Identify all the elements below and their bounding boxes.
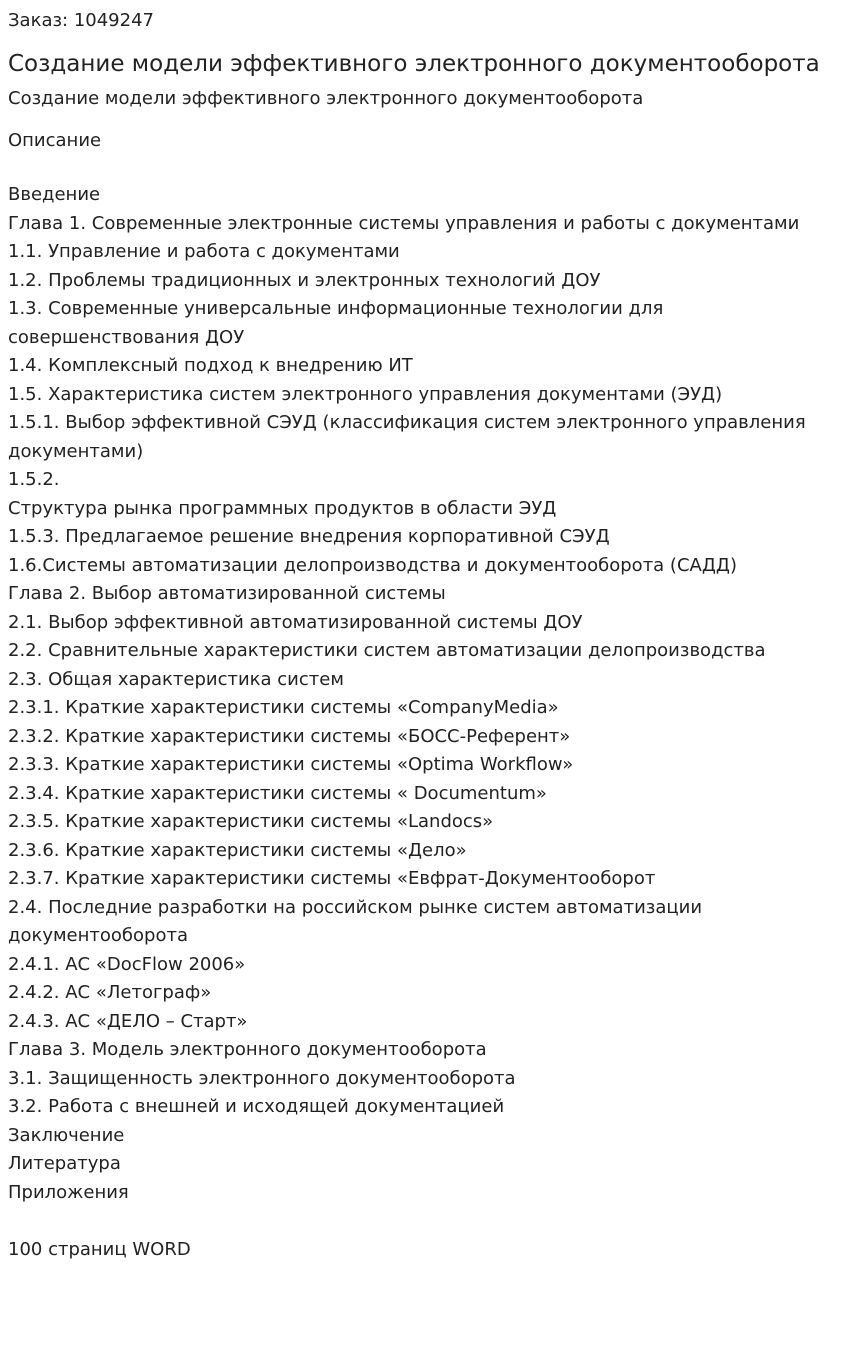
toc-item: 2.3.6. Краткие характеристики системы «Дело» [8,839,467,861]
toc-item: Глава 1. Современные электронные системы управления и работы с документами [8,212,800,234]
toc-item: 2.3.2. Краткие характеристики системы «БОСС-Референт» [8,725,571,747]
toc-item: 1.2. Проблемы традиционных и электронных технологий ДОУ [8,269,601,291]
toc-item: 2.3.1. Краткие характеристики системы «CompanyMedia» [8,697,559,718]
subtitle: Создание модели эффективного электронного документооборота [8,87,644,109]
toc-item: 2.4.2. АС «Летограф» [8,982,212,1003]
toc-item: 2.3.5. Краткие характеристики системы «Landocs» [8,811,494,832]
toc-item: 2.3.3. Краткие характеристики системы «Optima Workflow» [8,754,574,775]
toc-item: 1.5. Характеристика систем электронного управления документами (ЭУД) [8,383,723,405]
page-title: Создание модели эффективного электронного документооборота [8,51,820,77]
toc-item: Приложения [8,1181,129,1203]
toc-item: 2.3. Общая характеристика систем [8,668,344,690]
toc-item: 2.4.3. АС «ДЕЛО – Старт» [8,1010,248,1032]
toc-item: 2.4. Последние разработки на российском рынке систем автоматизации документооборота [8,896,703,946]
toc-item: 3.1. Защищенность электронного документооборота [8,1067,516,1089]
toc-item: 2.4.1. АС «DocFlow 2006» [8,953,246,975]
toc-item: Литература [8,1153,121,1174]
toc-item: 2.1. Выбор эффективной автоматизированной системы ДОУ [8,611,583,633]
table-of-contents [8,181,839,1207]
toc-item: Введение [8,184,101,205]
toc-item: 2.3.4. Краткие характеристики системы « Documentum» [8,782,547,804]
spacer [8,153,839,182]
description-heading: Описание [8,129,102,151]
toc-item: Глава 2. Выбор автоматизированной системы [8,583,446,604]
toc-item: 1.5.1. Выбор эффективной СЭУД (классификация систем электронного управления документами) [8,412,806,462]
toc-item: 1.5.3. Предлагаемое решение внедрения корпоративной СЭУД [8,526,610,547]
toc-item: 1.5.2. [8,469,60,490]
toc-item: 1.3. Современные универсальные информационные технологии для совершенствования ДОУ [8,298,664,348]
toc-item: 2.2. Сравнительные характеристики систем автоматизации делопроизводства [8,640,766,661]
page-count: 100 страниц WORD [8,1238,191,1260]
toc-item: Глава 3. Модель электронного документооборота [8,1039,487,1060]
toc-item: 1.4. Комплексный подход к внедрению ИТ [8,355,413,376]
order-number: Заказ: 1049247 [8,10,154,31]
toc-item: Структура рынка программных продуктов в области ЭУД [8,497,557,519]
toc-item: 3.2. Работа с внешней и исходящей документацией [8,1096,505,1117]
spacer [8,1207,839,1236]
toc-item: 1.1. Управление и работа с документами [8,241,400,262]
toc-item: 2.3.7. Краткие характеристики системы «Евфрат-Документооборот [8,868,656,889]
toc-item: 1.6.Системы автоматизации делопроизводства и документооборота (САДД) [8,554,737,576]
toc-item: Заключение [8,1124,125,1146]
